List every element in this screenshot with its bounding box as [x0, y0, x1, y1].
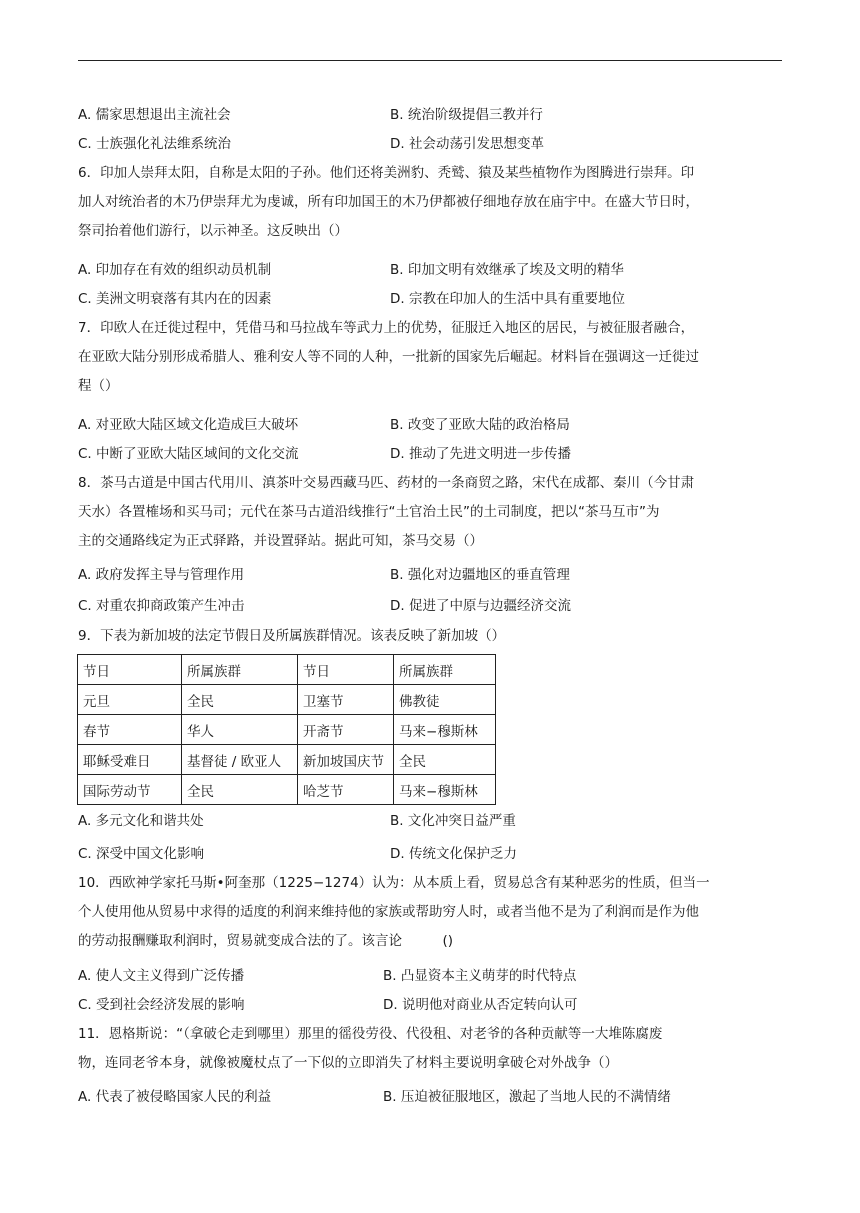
q7-option-c[interactable]: C. 中断了亚欧大陆区域间的文化交流 [78, 446, 299, 462]
table-cell: 基督徒 / 欧亚人 [182, 745, 298, 775]
q6-stem-line1: 6．印加人崇拜太阳，自称是太阳的子孙。他们还将美洲豹、秃鹫、猿及某些植物作为图腾进行崇拜。印 [78, 165, 695, 181]
q10-stem-line1: 10．西欧神学家托马斯•阿奎那（1225−1274）认为：从本质上看，贸易总含有某种恶劣的性质，但当一 [78, 875, 710, 891]
table-cell: 马来−穆斯林 [394, 775, 496, 805]
table-cell: 开斋节 [298, 715, 394, 745]
q10-option-d[interactable]: D. 说明他对商业从否定转向认可 [383, 997, 578, 1013]
q9-option-a[interactable]: A. 多元文化和谐共处 [78, 813, 204, 829]
q7-stem-line3: 程（） [78, 378, 119, 394]
table-row [78, 745, 496, 775]
table-cell: 全民 [182, 685, 298, 715]
table-header-cell: 节日 [78, 655, 182, 685]
table-cell: 新加坡国庆节 [298, 745, 394, 775]
q11-option-a[interactable]: A. 代表了被侵略国家人民的利益 [78, 1089, 272, 1105]
holiday-table [77, 654, 496, 805]
q6-stem-line3: 祭司抬着他们游行，以示神圣。这反映出（） [78, 223, 348, 239]
q10-stem-line2: 个人使用他从贸易中求得的适度的利润来维持他的家族或帮助穷人时，或者当他不是为了利润而是作为他 [78, 904, 699, 920]
table-header-cell: 所属族群 [394, 655, 496, 685]
table-cell: 佛教徒 [394, 685, 496, 715]
q10-option-b[interactable]: B. 凸显资本主义萌芽的时代特点 [383, 968, 577, 984]
table-header-cell: 所属族群 [182, 655, 298, 685]
table-cell: 元旦 [78, 685, 182, 715]
q6-option-c[interactable]: C. 美洲文明衰落有其内在的因素 [78, 291, 272, 307]
q11-option-b[interactable]: B. 压迫被征服地区，激起了当地人民的不满情绪 [383, 1089, 671, 1105]
q7-stem-line2: 在亚欧大陆分别形成希腊人、雅利安人等不同的人种，一批新的国家先后崛起。材料旨在强调这一迁徙过 [78, 349, 699, 365]
q9-option-b[interactable]: B. 文化冲突日益严重 [390, 813, 516, 829]
q8-option-c[interactable]: C. 对重农抑商政策产生冲击 [78, 598, 245, 614]
table-cell: 国际劳动节 [78, 775, 182, 805]
q6-option-d[interactable]: D. 宗教在印加人的生活中具有重要地位 [390, 291, 625, 307]
q9-option-d[interactable]: D. 传统文化保护乏力 [390, 846, 517, 862]
q11-stem-line1: 11．恩格斯说：“（拿破仑走到哪里）那里的徭役劳役、代役租、对老爷的各种贡献等一大堆陈腐废 [78, 1026, 663, 1042]
table-row [78, 715, 496, 745]
q8-option-a[interactable]: A. 政府发挥主导与管理作用 [78, 567, 245, 583]
q5-option-d[interactable]: D. 社会动荡引发思想变革 [390, 136, 544, 152]
q7-option-b[interactable]: B. 改变了亚欧大陆的政治格局 [390, 417, 570, 433]
q8-stem-line2: 天水）各置榷场和买马司；元代在茶马古道沿线推行“土官治土民”的土司制度，把以“茶马互市”为 [78, 504, 660, 520]
table-row [78, 685, 496, 715]
q10-stem-line3: 的劳动报酬赚取利润时，贸易就变成合法的了。该言论 () [78, 933, 454, 949]
q5-option-b[interactable]: B. 统治阶级提倡三教并行 [390, 107, 543, 123]
table-cell: 卫塞节 [298, 685, 394, 715]
table-cell: 全民 [182, 775, 298, 805]
q6-option-b[interactable]: B. 印加文明有效继承了埃及文明的精华 [390, 262, 624, 278]
q7-stem-line1: 7．印欧人在迁徙过程中，凭借马和马拉战车等武力上的优势，征服迁入地区的居民，与被征服者融合， [78, 320, 695, 336]
table-cell: 马来−穆斯林 [394, 715, 496, 745]
q9-option-c[interactable]: C. 深受中国文化影响 [78, 846, 205, 862]
table-cell: 哈芝节 [298, 775, 394, 805]
table-cell: 华人 [182, 715, 298, 745]
q8-stem-line1: 8．茶马古道是中国古代用川、滇茶叶交易西藏马匹、药材的一条商贸之路，宋代在成都、秦川（今甘肃 [78, 475, 695, 491]
table-row [78, 655, 496, 685]
q9-stem-line1: 9．下表为新加坡的法定节假日及所属族群情况。该表反映了新加坡（） [78, 628, 506, 644]
q7-option-a[interactable]: A. 对亚欧大陆区域文化造成巨大破坏 [78, 417, 299, 433]
q8-option-d[interactable]: D. 促进了中原与边疆经济交流 [390, 598, 571, 614]
table-row [78, 775, 496, 805]
table-cell: 春节 [78, 715, 182, 745]
table-cell: 耶稣受难日 [78, 745, 182, 775]
table-cell: 全民 [394, 745, 496, 775]
q8-stem-line3: 主的交通路线定为正式驿路，并设置驿站。据此可知，茶马交易（） [78, 533, 483, 549]
q11-stem-line2: 物，连同老爷本身，就像被魔杖点了一下似的立即消失了材料主要说明拿破仑对外战争（） [78, 1055, 618, 1071]
q8-option-b[interactable]: B. 强化对边疆地区的垂直管理 [390, 567, 570, 583]
q5-option-c[interactable]: C. 士族强化礼法维系统治 [78, 136, 232, 152]
header-rule [78, 60, 782, 61]
q6-option-a[interactable]: A. 印加存在有效的组织动员机制 [78, 262, 272, 278]
q7-option-d[interactable]: D. 推动了先进文明进一步传播 [390, 446, 571, 462]
table-header-cell: 节日 [298, 655, 394, 685]
q5-option-a[interactable]: A. 儒家思想退出主流社会 [78, 107, 231, 123]
q10-option-a[interactable]: A. 使人文主义得到广泛传播 [78, 968, 245, 984]
q6-stem-line2: 加人对统治者的木乃伊崇拜尤为虔诚，所有印加国王的木乃伊都被仔细地存放在庙宇中。在盛大节日时， [78, 194, 699, 210]
q10-option-c[interactable]: C. 受到社会经济发展的影响 [78, 997, 245, 1013]
